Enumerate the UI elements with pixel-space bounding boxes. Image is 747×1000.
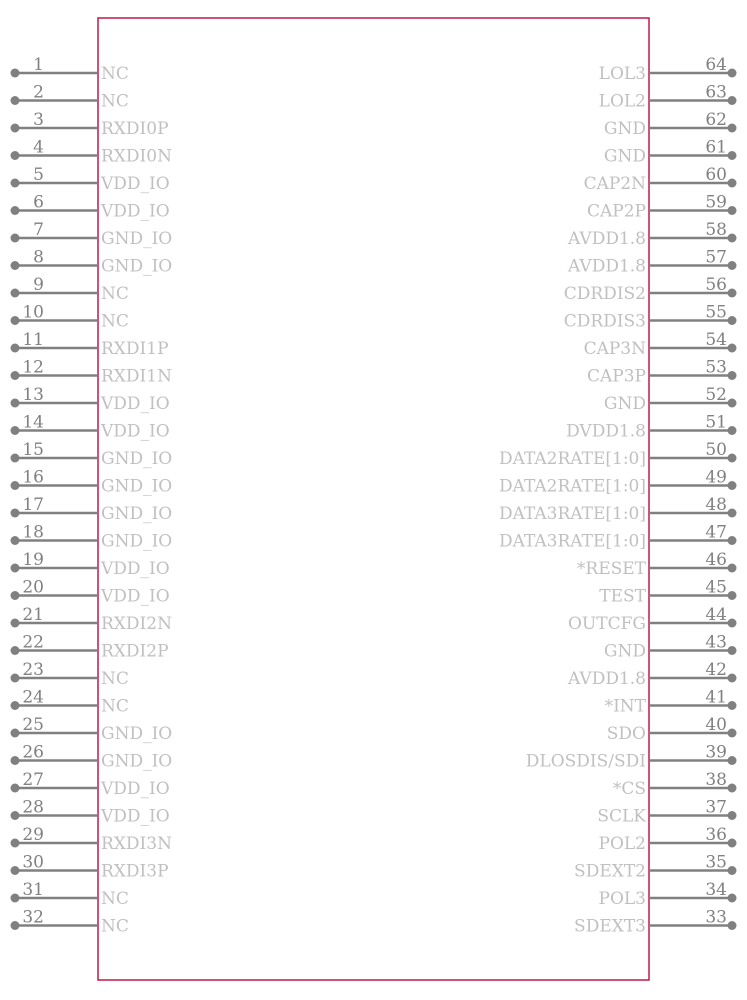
pin-name: CDRDIS3 xyxy=(563,311,646,332)
pin-30 xyxy=(11,853,169,882)
pin-number: 36 xyxy=(705,825,727,845)
pin-end-dot xyxy=(728,371,737,380)
pin-end-dot xyxy=(728,151,737,160)
pin-name: POL3 xyxy=(598,889,646,909)
pin-8 xyxy=(11,248,173,277)
pin-4 xyxy=(11,138,173,167)
pin-name: RXDI1P xyxy=(101,339,169,359)
pin-15 xyxy=(11,440,173,469)
pin-32 xyxy=(11,908,129,937)
pin-13 xyxy=(11,385,170,414)
pin-27 xyxy=(11,770,170,799)
pin-end-dot xyxy=(728,481,737,490)
pin-name: DLOSDIS/SDI xyxy=(525,751,646,772)
pin-name: GND_IO xyxy=(101,256,173,277)
pin-end-dot xyxy=(11,316,20,325)
pin-number: 29 xyxy=(22,825,44,845)
pin-number: 63 xyxy=(705,82,727,103)
pin-number: 43 xyxy=(705,632,727,653)
pin-end-dot xyxy=(728,646,737,655)
pin-number: 47 xyxy=(705,522,727,543)
pin-end-dot xyxy=(11,536,20,545)
pin-end-dot xyxy=(11,151,20,160)
pin-name: NC xyxy=(101,669,129,689)
pin-name: CDRDIS2 xyxy=(563,284,646,304)
pin-end-dot xyxy=(728,69,737,78)
pin-number: 9 xyxy=(33,275,44,295)
pin-62 xyxy=(604,110,737,139)
pin-name: GND_IO xyxy=(101,449,173,469)
pin-number: 55 xyxy=(705,302,727,323)
pin-number: 2 xyxy=(33,82,44,103)
pin-14 xyxy=(11,413,170,442)
pin-29 xyxy=(11,825,173,854)
pin-name: AVDD1.8 xyxy=(567,229,646,249)
pin-20 xyxy=(11,578,170,607)
pin-end-dot xyxy=(728,894,737,903)
pin-name: CAP2N xyxy=(583,174,646,194)
pin-number: 31 xyxy=(22,880,44,900)
pin-end-dot xyxy=(728,96,737,105)
pin-49 xyxy=(499,468,737,497)
pin-name: SDEXT3 xyxy=(574,916,646,937)
pin-number: 19 xyxy=(22,550,44,570)
pin-name: GND_IO xyxy=(101,724,173,744)
pin-52 xyxy=(604,385,737,414)
pin-number: 11 xyxy=(22,330,44,350)
pin-number: 18 xyxy=(22,522,44,543)
pin-end-dot xyxy=(728,674,737,683)
pin-61 xyxy=(604,138,737,167)
right-pin-group xyxy=(499,55,737,937)
pin-end-dot xyxy=(11,344,20,353)
component-body-outline xyxy=(98,18,649,980)
pin-name: RXDI0P xyxy=(101,119,169,139)
pin-name: VDD_IO xyxy=(101,806,170,827)
pin-end-dot xyxy=(11,234,20,243)
pin-6 xyxy=(11,193,170,222)
pin-45 xyxy=(599,578,736,607)
pin-name: CAP3P xyxy=(587,366,646,387)
pin-name: DVDD1.8 xyxy=(566,421,646,442)
pin-34 xyxy=(599,880,737,909)
pin-number: 32 xyxy=(22,907,44,928)
pin-number: 6 xyxy=(33,192,44,213)
pin-46 xyxy=(577,550,737,579)
pin-name: RXDI3P xyxy=(101,861,169,882)
pin-name: RXDI0N xyxy=(101,146,172,167)
pin-number: 38 xyxy=(705,770,727,790)
pin-name: RXDI1N xyxy=(101,366,172,387)
pin-end-dot xyxy=(728,426,737,435)
pin-23 xyxy=(11,660,129,689)
pin-end-dot xyxy=(728,454,737,463)
pin-end-dot xyxy=(728,619,737,628)
pin-58 xyxy=(567,220,737,249)
pin-number: 22 xyxy=(22,632,44,653)
pin-name: SCLK xyxy=(597,806,646,827)
pin-24 xyxy=(11,688,129,717)
pin-end-dot xyxy=(728,839,737,848)
pin-name: GND xyxy=(603,119,646,139)
pin-number: 57 xyxy=(705,247,727,268)
pin-39 xyxy=(526,743,737,772)
pin-name: VDD_IO xyxy=(101,586,170,607)
pin-name: VDD_IO xyxy=(101,559,170,579)
pin-number: 3 xyxy=(33,110,44,130)
pin-12 xyxy=(11,358,173,387)
pin-name: LOL2 xyxy=(598,91,646,112)
pin-number: 61 xyxy=(705,137,727,158)
pin-number: 23 xyxy=(22,660,44,680)
pin-name: SDO xyxy=(606,724,646,744)
pin-number: 10 xyxy=(22,302,44,323)
pin-end-dot xyxy=(11,69,20,78)
pin-name: NC xyxy=(101,916,129,937)
pin-end-dot xyxy=(11,124,20,133)
pin-31 xyxy=(11,880,129,909)
pin-end-dot xyxy=(728,261,737,270)
pin-28 xyxy=(11,798,170,827)
pin-name: DATA3RATE[1:0] xyxy=(499,531,646,552)
pin-38 xyxy=(613,770,737,799)
pin-end-dot xyxy=(11,674,20,683)
pin-37 xyxy=(597,798,736,827)
pin-number: 51 xyxy=(705,412,727,433)
pin-end-dot xyxy=(728,206,737,215)
pin-number: 20 xyxy=(22,577,44,598)
pin-59 xyxy=(587,193,736,222)
pin-end-dot xyxy=(11,371,20,380)
pin-43 xyxy=(604,633,737,662)
pin-name: NC xyxy=(101,64,129,84)
pin-1 xyxy=(11,55,129,84)
pin-40 xyxy=(607,715,737,744)
pin-3 xyxy=(11,110,169,139)
pin-end-dot xyxy=(11,591,20,600)
pin-50 xyxy=(499,440,737,469)
pin-name: RXDI2P xyxy=(101,641,169,662)
pin-end-dot xyxy=(11,784,20,793)
pin-end-dot xyxy=(728,866,737,875)
pin-end-dot xyxy=(728,784,737,793)
pin-end-dot xyxy=(728,344,737,353)
pin-end-dot xyxy=(728,509,737,518)
pin-number: 5 xyxy=(33,165,44,185)
pin-number: 45 xyxy=(705,577,727,598)
pin-42 xyxy=(567,660,737,689)
pin-name: VDD_IO xyxy=(101,421,170,442)
pin-5 xyxy=(11,165,170,194)
pin-36 xyxy=(599,825,737,854)
pin-number: 4 xyxy=(33,137,44,158)
pin-name: OUTCFG xyxy=(568,614,646,634)
pin-7 xyxy=(11,220,173,249)
pin-name: CAP2P xyxy=(587,201,646,222)
pin-end-dot xyxy=(728,756,737,765)
pin-number: 54 xyxy=(705,330,727,350)
pin-number: 27 xyxy=(22,770,44,790)
pin-57 xyxy=(567,248,737,277)
pin-number: 50 xyxy=(705,440,727,460)
pin-name: GND_IO xyxy=(101,751,173,772)
pin-16 xyxy=(11,468,173,497)
pin-35 xyxy=(574,853,736,882)
pin-26 xyxy=(11,743,173,772)
pin-end-dot xyxy=(11,481,20,490)
pin-number: 37 xyxy=(705,797,727,818)
pin-number: 8 xyxy=(33,247,44,268)
pin-48 xyxy=(499,495,737,524)
pin-name: VDD_IO xyxy=(101,201,170,222)
pin-name: *CS xyxy=(612,779,646,799)
pin-number: 41 xyxy=(705,687,727,708)
pin-name: GND_IO xyxy=(101,531,173,552)
pin-end-dot xyxy=(11,289,20,298)
pin-2 xyxy=(11,83,129,112)
pin-name: VDD_IO xyxy=(101,174,170,194)
pin-end-dot xyxy=(11,921,20,930)
pin-end-dot xyxy=(728,399,737,408)
pin-name: VDD_IO xyxy=(101,779,170,799)
pin-41 xyxy=(605,688,737,717)
pin-name: SDEXT2 xyxy=(574,861,646,882)
pin-end-dot xyxy=(11,756,20,765)
pin-number: 52 xyxy=(705,385,727,405)
pin-10 xyxy=(11,303,129,332)
pin-end-dot xyxy=(728,124,737,133)
pin-name: DATA3RATE[1:0] xyxy=(499,504,646,524)
pin-number: 59 xyxy=(705,192,727,213)
pin-number: 46 xyxy=(705,550,727,570)
pin-33 xyxy=(574,908,736,937)
pin-22 xyxy=(11,633,169,662)
pin-number: 33 xyxy=(705,907,727,928)
pin-number: 40 xyxy=(705,715,727,735)
pin-end-dot xyxy=(728,536,737,545)
pin-name: NC xyxy=(101,696,129,717)
pin-number: 49 xyxy=(705,467,727,488)
pin-name: VDD_IO xyxy=(101,394,170,414)
pin-end-dot xyxy=(728,729,737,738)
pin-number: 58 xyxy=(705,220,727,240)
pin-number: 24 xyxy=(22,687,44,708)
pin-number: 1 xyxy=(33,55,44,75)
pin-name: NC xyxy=(101,91,129,112)
pin-name: RXDI3N xyxy=(101,834,172,854)
pin-name: LOL3 xyxy=(598,64,646,84)
pin-end-dot xyxy=(11,509,20,518)
pin-number: 12 xyxy=(22,357,44,378)
pin-number: 15 xyxy=(22,440,44,460)
pin-name: GND_IO xyxy=(101,476,173,497)
pin-name: *INT xyxy=(604,696,646,717)
pin-number: 44 xyxy=(705,605,727,625)
pin-name: TEST xyxy=(599,586,646,607)
pin-end-dot xyxy=(11,866,20,875)
pin-number: 56 xyxy=(705,275,727,295)
pin-end-dot xyxy=(728,234,737,243)
pin-number: 30 xyxy=(22,852,44,873)
pin-53 xyxy=(587,358,736,387)
pin-number: 28 xyxy=(22,797,44,818)
pin-name: NC xyxy=(101,889,129,909)
pin-end-dot xyxy=(11,261,20,270)
pin-11 xyxy=(11,330,169,359)
pin-end-dot xyxy=(728,179,737,188)
pin-name: DATA2RATE[1:0] xyxy=(499,476,646,497)
pin-number: 7 xyxy=(33,220,44,240)
pin-56 xyxy=(564,275,737,304)
pin-number: 39 xyxy=(705,742,727,763)
pin-9 xyxy=(11,275,129,304)
pin-63 xyxy=(599,83,737,112)
pin-end-dot xyxy=(11,564,20,573)
pin-number: 16 xyxy=(22,467,44,488)
pin-number: 48 xyxy=(705,495,727,515)
pin-name: GND xyxy=(603,641,646,662)
pin-25 xyxy=(11,715,173,744)
pin-60 xyxy=(584,165,737,194)
pin-number: 62 xyxy=(705,110,727,130)
pin-end-dot xyxy=(11,96,20,105)
pin-55 xyxy=(564,303,737,332)
pin-end-dot xyxy=(11,179,20,188)
pin-number: 53 xyxy=(705,357,727,378)
pin-end-dot xyxy=(728,289,737,298)
pin-name: AVDD1.8 xyxy=(567,256,646,277)
pin-end-dot xyxy=(728,811,737,820)
pin-name: GND xyxy=(603,394,646,414)
pin-number: 42 xyxy=(705,660,727,680)
pin-18 xyxy=(11,523,173,552)
pin-end-dot xyxy=(728,591,737,600)
pin-name: GND_IO xyxy=(101,504,173,524)
pin-end-dot xyxy=(11,646,20,655)
pin-21 xyxy=(11,605,173,634)
pin-name: RXDI2N xyxy=(101,614,172,634)
pin-number: 60 xyxy=(705,165,727,185)
pin-number: 35 xyxy=(705,852,727,873)
pin-name: AVDD1.8 xyxy=(567,669,646,689)
pin-name: POL2 xyxy=(598,834,646,854)
pin-end-dot xyxy=(11,811,20,820)
pin-end-dot xyxy=(11,454,20,463)
pin-end-dot xyxy=(11,399,20,408)
pin-name: DATA2RATE[1:0] xyxy=(499,449,646,469)
pin-name: GND_IO xyxy=(101,229,173,249)
pin-end-dot xyxy=(728,921,737,930)
pin-name: GND xyxy=(603,146,646,167)
pin-number: 25 xyxy=(22,715,44,735)
pin-number: 64 xyxy=(705,55,727,75)
pin-end-dot xyxy=(728,316,737,325)
pin-number: 34 xyxy=(705,880,727,900)
pin-end-dot xyxy=(728,564,737,573)
pin-number: 14 xyxy=(22,412,44,433)
pin-64 xyxy=(599,55,737,84)
pin-end-dot xyxy=(11,839,20,848)
pin-end-dot xyxy=(11,701,20,710)
pin-name: CAP3N xyxy=(583,339,646,359)
pin-number: 21 xyxy=(22,605,44,625)
pin-51 xyxy=(566,413,736,442)
pin-end-dot xyxy=(728,701,737,710)
pin-name: NC xyxy=(101,284,129,304)
pin-name: NC xyxy=(101,311,129,332)
pin-number: 17 xyxy=(22,495,44,515)
pin-end-dot xyxy=(11,729,20,738)
pin-19 xyxy=(11,550,170,579)
pin-name: *RESET xyxy=(576,559,646,579)
left-pin-group xyxy=(11,55,173,937)
pin-54 xyxy=(584,330,737,359)
pin-end-dot xyxy=(11,619,20,628)
pin-number: 26 xyxy=(22,742,44,763)
pin-end-dot xyxy=(11,206,20,215)
pin-end-dot xyxy=(11,894,20,903)
pin-number: 13 xyxy=(22,385,44,405)
pin-47 xyxy=(499,523,737,552)
pin-17 xyxy=(11,495,173,524)
pin-end-dot xyxy=(11,426,20,435)
pin-44 xyxy=(568,605,737,634)
